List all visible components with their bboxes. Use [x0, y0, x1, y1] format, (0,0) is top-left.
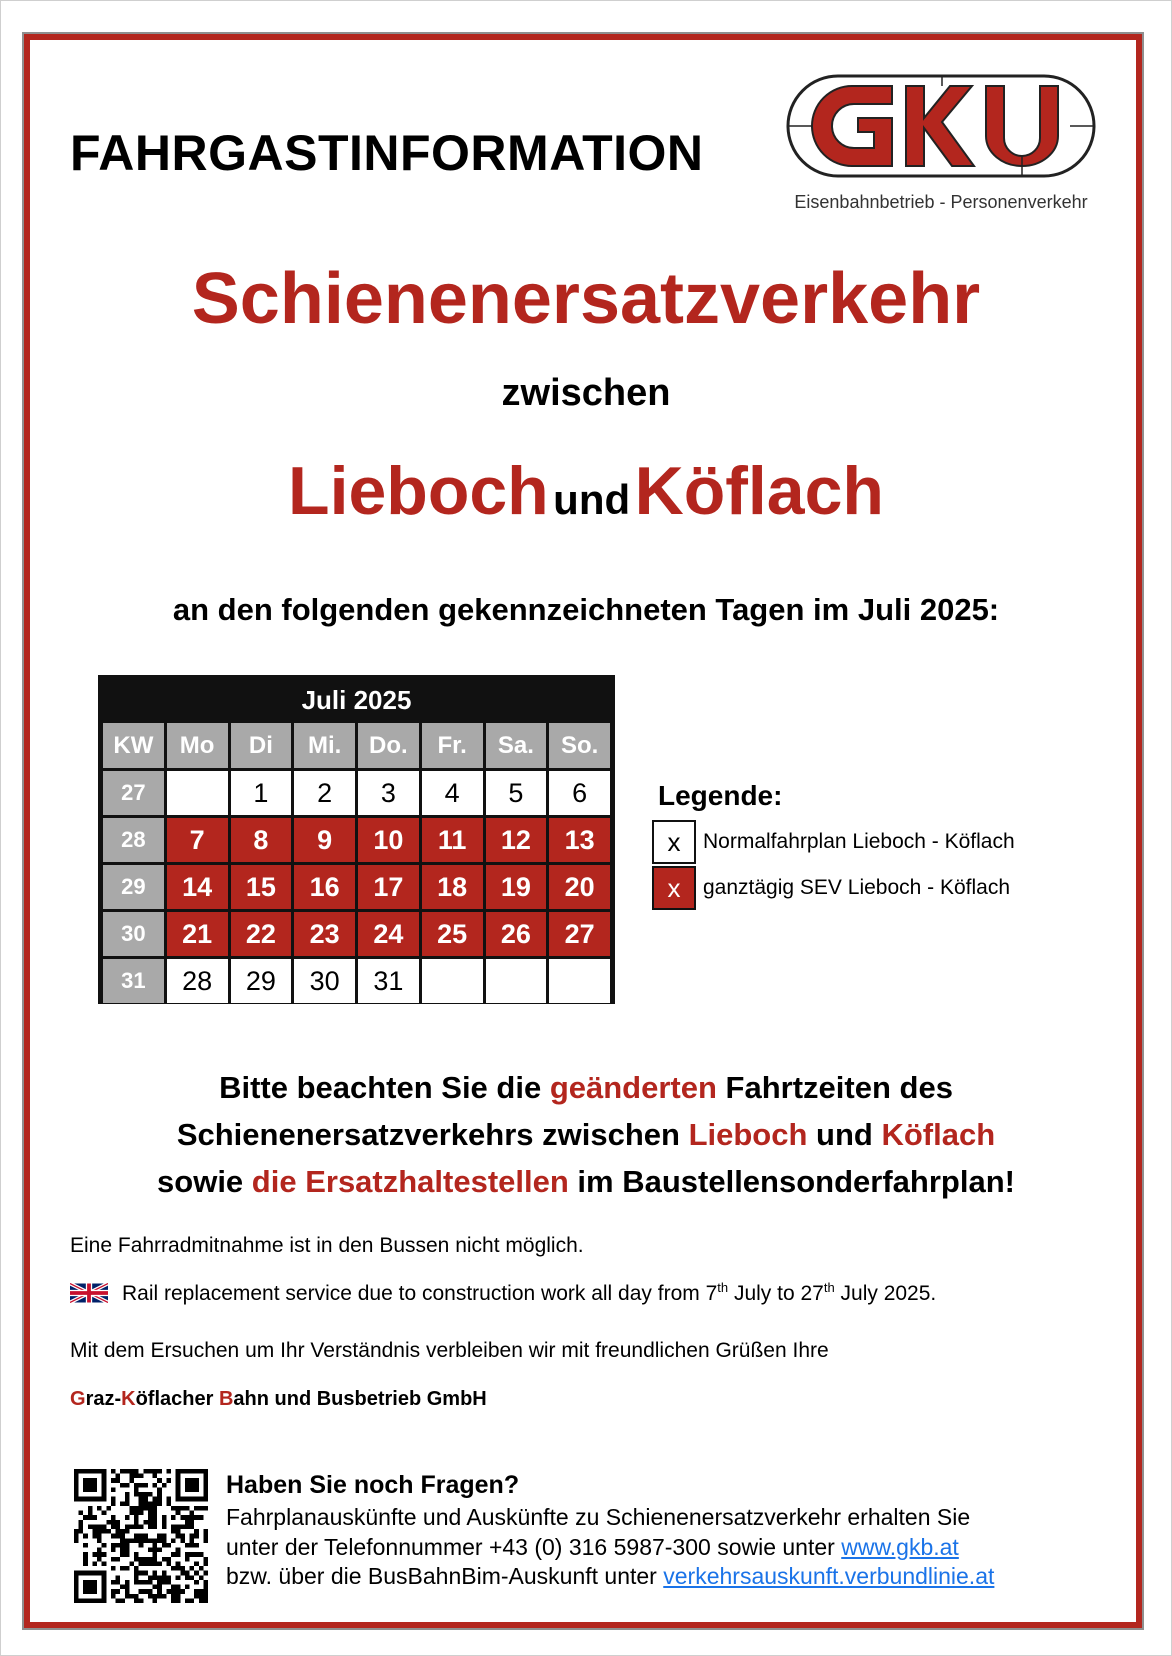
calendar-day-sev: 22	[231, 912, 292, 956]
calendar-day-normal: 1	[231, 771, 292, 815]
verbund-info-link[interactable]: verkehrsauskunft.verbundlinie.at	[663, 1563, 995, 1589]
logo-subtitle: Eisenbahnbetrieb - Personenverkehr	[794, 192, 1088, 212]
notice-text: Bitte beachten Sie die geänderten Fahrtzeiten des Schienenersatzverkehrs zwischen Lieboch und Köflach sowie die Ersatzhaltestellen im Baustellensonderfahrplan!	[157, 1070, 1015, 1199]
main-title: Schienenersatzverkehr	[191, 259, 981, 339]
calendar-grid	[100, 723, 613, 1006]
calendar-day-sev: 20	[549, 865, 610, 909]
calendar-week-number: 27	[103, 771, 164, 815]
calendar-title: Juli 2025	[301, 685, 412, 715]
faq-text: Fahrplanauskünfte und Auskünfte zu Schienenersatzverkehr erhalten Sie unter der Telefonnummer +43 (0) 316 5987-300 sowie unter www.gkb.at bzw. über die BusBahnBim-Auskunft unter verkehrsauskunft.verbundlinie.at	[226, 1504, 995, 1589]
calendar-day-sev: 18	[422, 865, 483, 909]
calendar-day-normal: 28	[167, 959, 228, 1003]
calendar-week-number: 30	[103, 912, 164, 956]
calendar-day-sev: 9	[294, 818, 355, 862]
gkb-website-link[interactable]: www.gkb.at	[841, 1533, 959, 1560]
calendar-empty-cell	[486, 959, 547, 1003]
route-connector: und	[553, 476, 631, 523]
route-from: Lieboch	[288, 453, 549, 529]
calendar-day-sev: 24	[358, 912, 419, 956]
calendar-day-normal: 6	[549, 771, 610, 815]
calendar-day-header: So.	[549, 723, 610, 768]
calendar-day-sev: 10	[358, 818, 419, 862]
closing-text: Mit dem Ersuchen um Ihr Verständnis verbleiben wir mit freundlichen Grüßen Ihre	[70, 1339, 829, 1362]
calendar-day-sev: 8	[231, 818, 292, 862]
calendar-day-header: Di	[231, 723, 292, 768]
calendar-day-header: Fr.	[422, 723, 483, 768]
calendar-day-header: Mi.	[294, 723, 355, 768]
days-intro: an den folgenden gekennzeichneten Tagen im Juli 2025:	[172, 592, 1000, 627]
calendar-day-sev: 26	[486, 912, 547, 956]
calendar-day-sev: 27	[549, 912, 610, 956]
legend-title: Legende:	[658, 780, 783, 811]
calendar-day-sev: 11	[422, 818, 483, 862]
calendar-day-header: Do.	[358, 723, 419, 768]
calendar-day-sev: 12	[486, 818, 547, 862]
calendar-day-header: Mo	[167, 723, 228, 768]
legend-swatch-sev: x	[652, 866, 696, 910]
gkb-logo	[782, 70, 1100, 182]
page-heading: FAHRGASTINFORMATION	[70, 125, 704, 181]
between-text: zwischen	[501, 372, 671, 414]
faq-title: Haben Sie noch Fragen?	[226, 1471, 520, 1499]
calendar-day-sev: 16	[294, 865, 355, 909]
calendar-day-sev: 7	[167, 818, 228, 862]
calendar-day-sev: 13	[549, 818, 610, 862]
company-name: Graz-Köflacher Bahn und Busbetrieb GmbH	[70, 1388, 487, 1410]
calendar-day-normal: 3	[358, 771, 419, 815]
legend-swatch-normal: x	[652, 820, 696, 864]
calendar-day-normal: 30	[294, 959, 355, 1003]
calendar-empty-cell	[549, 959, 610, 1003]
calendar-day-sev: 23	[294, 912, 355, 956]
calendar-day-sev: 17	[358, 865, 419, 909]
calendar-empty-cell	[167, 771, 228, 815]
calendar-week-number: 28	[103, 818, 164, 862]
legend-label-normal: Normalfahrplan Lieboch - Köflach	[703, 830, 1015, 853]
calendar-week-number: 31	[103, 959, 164, 1003]
calendar-day-sev: 15	[231, 865, 292, 909]
legend-label-sev: ganztägig SEV Lieboch - Köflach	[703, 876, 1011, 899]
uk-flag-icon	[70, 1283, 108, 1303]
calendar-day-normal: 29	[231, 959, 292, 1003]
route-line	[0, 452, 1172, 530]
calendar-day-normal: 5	[486, 771, 547, 815]
calendar-day-sev: 25	[422, 912, 483, 956]
calendar-day-header: Sa.	[486, 723, 547, 768]
calendar-kw-header: KW	[103, 723, 164, 768]
calendar-day-normal: 2	[294, 771, 355, 815]
calendar-day-normal: 4	[422, 771, 483, 815]
english-note: Rail replacement service due to construction work all day from 7th July to 27th July 2025.	[122, 1280, 937, 1305]
calendar-day-sev: 19	[486, 865, 547, 909]
bike-note: Eine Fahrradmitnahme ist in den Bussen nicht möglich.	[70, 1234, 584, 1257]
calendar	[98, 675, 615, 1004]
calendar-empty-cell	[422, 959, 483, 1003]
calendar-week-number: 29	[103, 865, 164, 909]
calendar-day-normal: 31	[358, 959, 419, 1003]
calendar-day-sev: 21	[167, 912, 228, 956]
route-to: Köflach	[634, 453, 884, 529]
qr-code[interactable]	[74, 1469, 208, 1603]
calendar-day-sev: 14	[167, 865, 228, 909]
